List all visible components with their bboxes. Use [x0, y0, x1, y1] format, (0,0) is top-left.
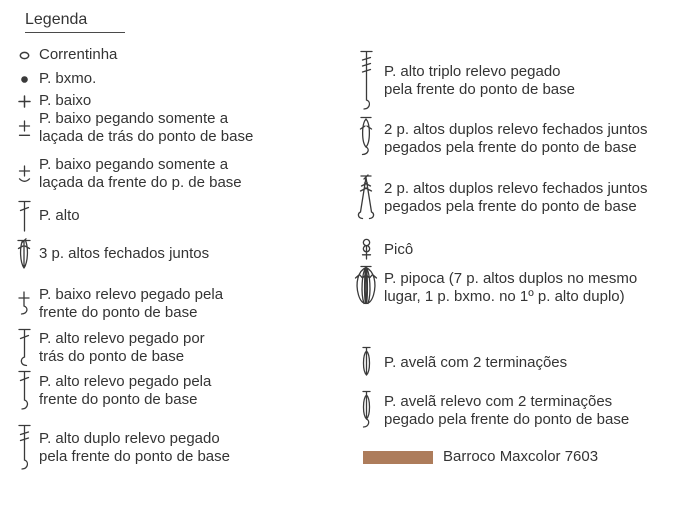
legend-item-2tr-cluster-closed [352, 116, 648, 162]
slip-stitch-icon [14, 75, 34, 84]
legend-item-label: laçada de trás do ponto de base [39, 128, 254, 145]
legend-item-sc-back-loop [14, 110, 253, 146]
legend-item-label: Picô [384, 240, 414, 258]
legend-item-sc-front-loop [14, 156, 242, 192]
legend-item-2tr-cluster-spread [352, 174, 648, 222]
legend-item-label: pegados pela frente do ponto de base [384, 139, 637, 156]
single-crochet-icon [14, 95, 34, 108]
legend-item-front-post-sc [14, 286, 223, 322]
legend-item-label: pela frente do ponto de base [39, 448, 230, 465]
legend-item-label: P. alto triplo relevo pegado [384, 63, 561, 80]
front-post-single-crochet-icon [14, 291, 34, 318]
legend-item-label: 2 p. altos duplos relevo fechados juntos [384, 121, 648, 138]
front-post-double-crochet-icon [14, 370, 34, 412]
legend-item-3dc-cluster [14, 238, 209, 270]
legend-item-label: 3 p. altos fechados juntos [39, 245, 210, 262]
yarn-label: Barroco Maxcolor 7603 [443, 448, 599, 465]
legend-item-hazelnut [352, 346, 567, 379]
legend-item-label: trás do ponto de base [39, 348, 185, 365]
double-crochet-icon [14, 200, 34, 232]
legend-item-label: P. avelã com 2 terminações [384, 353, 568, 371]
legend-item-chain [14, 46, 117, 64]
legend-item-picot [352, 238, 413, 261]
3-double-crochet-cluster-icon [14, 238, 34, 270]
legend-item-back-post-dc [14, 328, 205, 368]
yarn-color-swatch [363, 451, 433, 464]
legend-item-slip-stitch [14, 70, 96, 88]
back-post-double-crochet-icon [14, 328, 34, 368]
legend-item-label: pegado pela frente do ponto de base [384, 411, 630, 428]
legend-item-label: P. alto [39, 207, 80, 224]
legend-item-label: P. alto relevo pegado por [39, 330, 205, 347]
legend-item-label: lugar, 1 p. bxmo. no 1º p. alto duplo) [384, 288, 625, 305]
legend-item-front-post-hazelnut [352, 390, 629, 432]
legend-item-label: P. pipoca (7 p. altos duplos no mesmo [384, 270, 638, 287]
legend-item-label: P. alto duplo relevo pegado [39, 430, 220, 447]
legend-item-label: P. alto relevo pegado pela [39, 373, 212, 390]
single-crochet-front-loop-icon [14, 165, 34, 184]
legend-item-label: pegados pela frente do ponto de base [384, 198, 637, 215]
popcorn-stitch-icon [352, 265, 380, 311]
legend-item-label: P. baixo pegando somente a [39, 156, 229, 173]
front-post-hazelnut-stitch-icon [352, 390, 380, 432]
legend-item-label: laçada da frente do p. de base [39, 174, 242, 191]
legend-item-label: P. bxmo. [39, 70, 97, 87]
legend-item-label: P. baixo relevo pegado pela [39, 286, 224, 303]
chain-stitch-icon [14, 51, 34, 60]
legend-item-popcorn [352, 265, 637, 311]
front-post-treble-crochet-icon [14, 424, 34, 472]
legend-item-label: pela frente do ponto de base [384, 81, 575, 98]
front-post-triple-treble-icon [352, 50, 380, 112]
legend-item-label: P. avelã relevo com 2 terminações [384, 393, 613, 410]
legend-item-front-post-treble [14, 424, 230, 472]
hazelnut-stitch-icon [352, 346, 380, 379]
single-crochet-back-loop-icon [14, 120, 34, 137]
legend-item-front-post-triple-treble [352, 50, 575, 112]
legend-item-label: 2 p. altos duplos relevo fechados juntos [384, 180, 648, 197]
picot-icon [352, 238, 380, 261]
legend-item-yarn [363, 448, 598, 466]
legend-item-label: frente do ponto de base [39, 391, 198, 408]
legend-item-single-crochet [14, 92, 91, 110]
legend-item-label: Correntinha [39, 46, 118, 63]
2-treble-cluster-closed-front-post-icon [352, 116, 380, 162]
legend-item-label: P. baixo pegando somente a [39, 110, 229, 127]
legend-item-label: frente do ponto de base [39, 304, 198, 321]
2-treble-cluster-spread-front-post-icon [352, 174, 380, 222]
legend-item-front-post-dc [14, 370, 211, 412]
legend-item-label: P. baixo [39, 92, 92, 109]
legend-item-double-crochet [14, 200, 80, 232]
legend-title: Legenda [25, 11, 125, 33]
